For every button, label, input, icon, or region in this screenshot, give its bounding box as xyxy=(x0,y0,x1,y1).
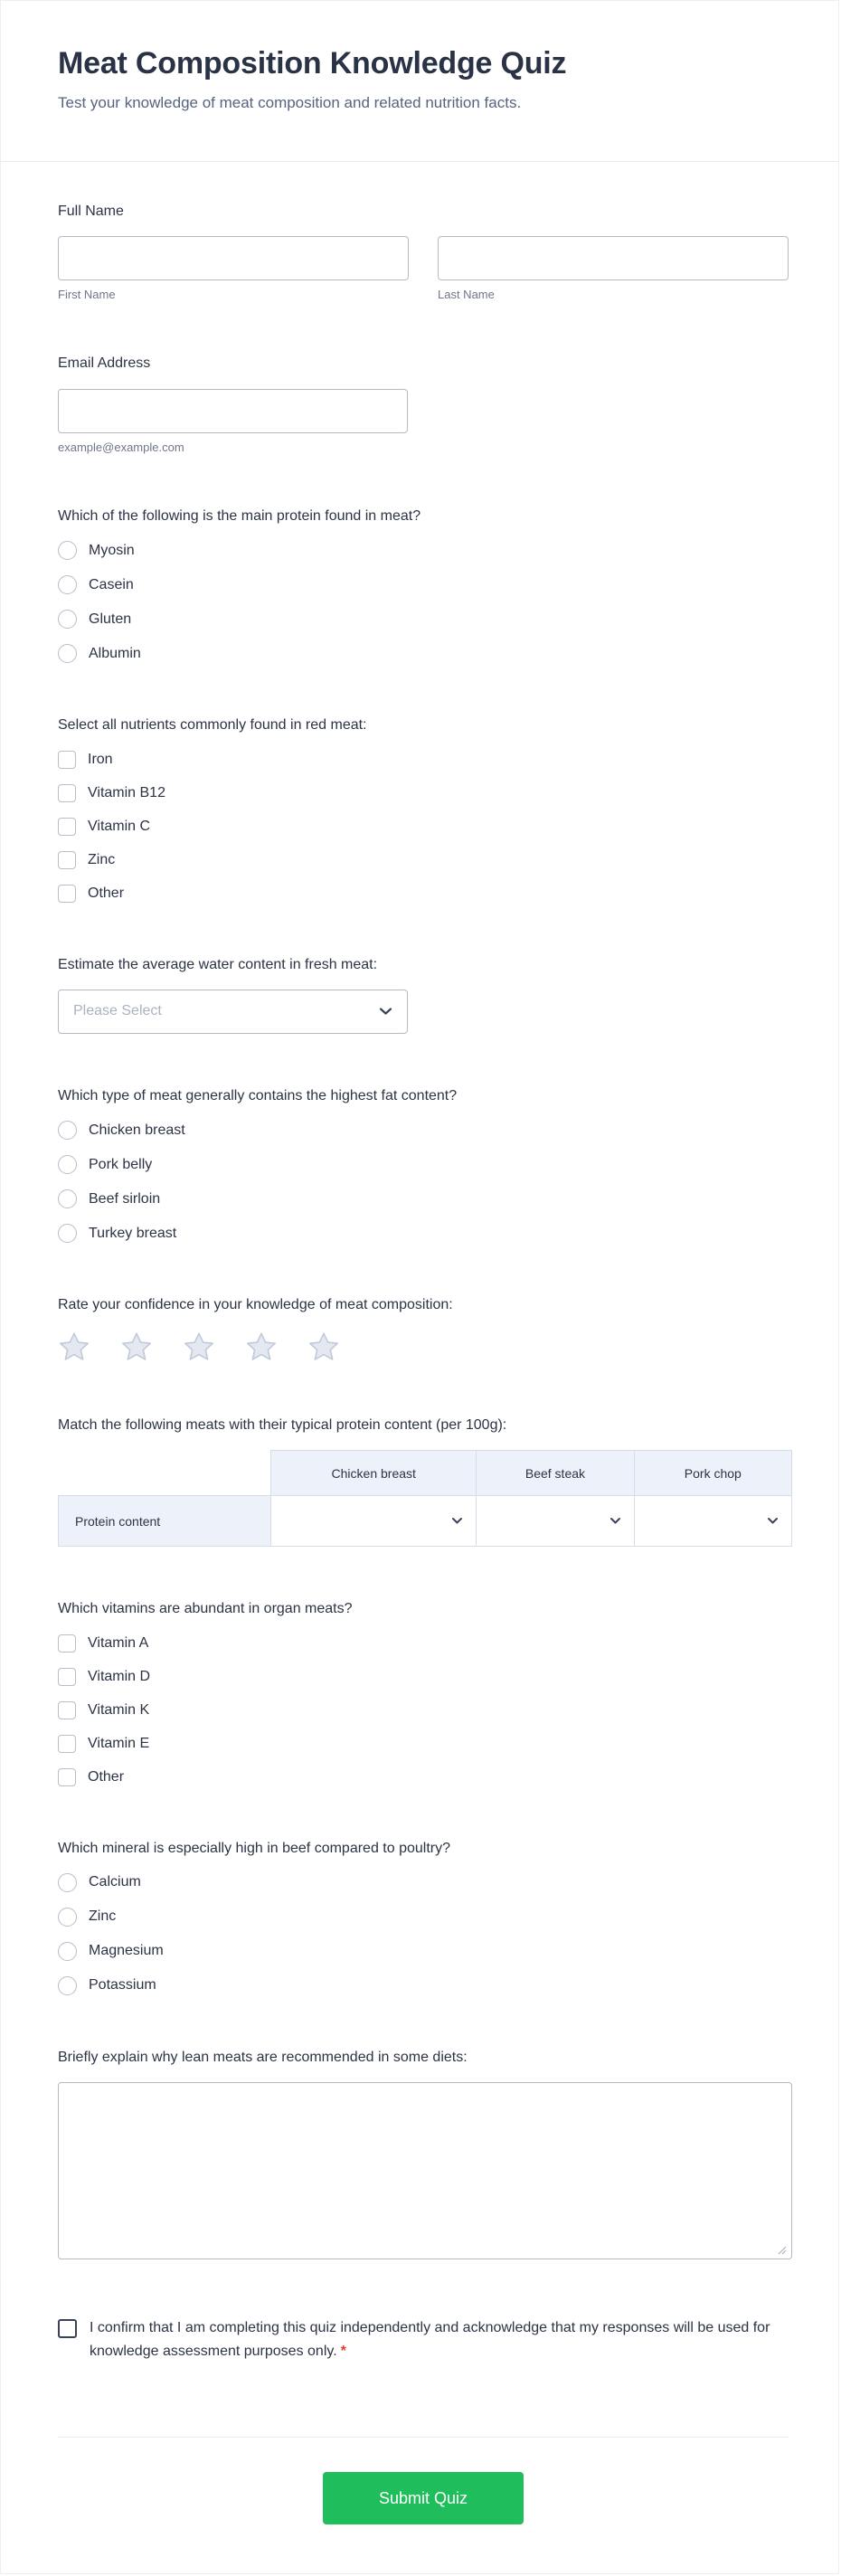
question-text: Match the following meats with their typical protein content (per 100g): xyxy=(58,1416,507,1433)
star-icon[interactable] xyxy=(245,1331,278,1363)
checkbox-icon[interactable] xyxy=(58,1768,76,1786)
matrix-column-header: Chicken breast xyxy=(271,1451,477,1496)
matrix-corner-cell xyxy=(59,1451,271,1496)
chevron-down-icon xyxy=(451,1517,463,1525)
page-title: Meat Composition Knowledge Quiz xyxy=(58,46,567,80)
option-label: Vitamin C xyxy=(88,818,151,834)
checkbox-option[interactable] xyxy=(58,1634,789,1653)
question-text: Briefly explain why lean meats are recommended in some diets: xyxy=(58,2049,468,2065)
question-text: Rate your confidence in your knowledge of meat composition: xyxy=(58,1297,453,1313)
option-label: Vitamin E xyxy=(88,1735,150,1751)
form-body xyxy=(1,162,838,2571)
question-confidence-rating xyxy=(58,1295,789,1362)
star-icon[interactable] xyxy=(183,1331,215,1363)
email-sublabel: example@example.com xyxy=(58,440,184,454)
checkbox-option[interactable] xyxy=(58,851,789,869)
option-label: Vitamin K xyxy=(88,1701,150,1718)
option-label: Calcium xyxy=(89,1874,141,1890)
first-name-input[interactable] xyxy=(58,236,409,280)
option-label: Zinc xyxy=(88,851,116,867)
consent-row[interactable] xyxy=(58,2316,789,2363)
radio-option[interactable] xyxy=(58,575,789,594)
explanation-textarea[interactable] xyxy=(58,2082,792,2259)
radio-option[interactable] xyxy=(58,1189,789,1208)
option-label: Beef sirloin xyxy=(89,1190,161,1207)
matrix-column-header: Beef steak xyxy=(477,1451,634,1496)
option-label: Other xyxy=(88,885,125,901)
question-organ-vitamins xyxy=(58,1599,789,1785)
radio-icon[interactable] xyxy=(58,1189,77,1208)
dropdown-placeholder: Please Select xyxy=(73,1003,162,1019)
checkbox-option[interactable] xyxy=(58,1668,789,1686)
matrix-table xyxy=(58,1450,792,1547)
radio-option[interactable] xyxy=(58,1121,789,1140)
last-name-sublabel: Last Name xyxy=(438,288,495,302)
field-full-name xyxy=(58,202,789,301)
radio-option[interactable] xyxy=(58,1908,789,1927)
checkbox-icon[interactable] xyxy=(58,1634,76,1653)
option-label: Iron xyxy=(88,751,113,767)
radio-icon[interactable] xyxy=(58,610,77,629)
full-name-label: Full Name xyxy=(58,204,124,219)
option-label: Magnesium xyxy=(89,1943,164,1959)
resize-handle-icon[interactable] xyxy=(778,2246,787,2255)
field-email xyxy=(58,354,789,453)
checkbox-icon[interactable] xyxy=(58,784,76,802)
question-water-content xyxy=(58,955,789,1034)
radio-icon[interactable] xyxy=(58,1942,77,1961)
checkbox-icon[interactable] xyxy=(58,885,76,903)
checkbox-icon[interactable] xyxy=(58,1668,76,1686)
question-text: Which vitamins are abundant in organ meats? xyxy=(58,1601,353,1617)
question-protein-match xyxy=(58,1416,789,1547)
radio-icon[interactable] xyxy=(58,644,77,663)
chevron-down-icon xyxy=(609,1517,621,1525)
matrix-column-header: Pork chop xyxy=(634,1451,791,1496)
chevron-down-icon xyxy=(767,1517,779,1525)
question-highest-fat xyxy=(58,1086,789,1243)
star-icon[interactable] xyxy=(120,1331,153,1363)
radio-icon[interactable] xyxy=(58,1121,77,1140)
checkbox-option[interactable] xyxy=(58,1768,789,1786)
option-label: Gluten xyxy=(89,611,132,627)
question-text: Which of the following is the main protein found in meat? xyxy=(58,507,421,524)
consent-label xyxy=(90,2316,789,2363)
question-text: Estimate the average water content in fresh meat: xyxy=(58,956,378,972)
required-asterisk: * xyxy=(340,2343,346,2359)
radio-option[interactable] xyxy=(58,541,789,560)
option-label: Pork belly xyxy=(89,1156,153,1172)
option-label: Vitamin B12 xyxy=(88,784,165,800)
checkbox-icon[interactable] xyxy=(58,851,76,869)
matrix-cell xyxy=(634,1496,791,1547)
water-content-dropdown[interactable] xyxy=(58,990,408,1034)
question-text: Which mineral is especially high in beef compared to poultry? xyxy=(58,1840,450,1856)
radio-icon[interactable] xyxy=(58,1155,77,1174)
star-rating[interactable] xyxy=(58,1331,789,1363)
checkbox-option[interactable] xyxy=(58,784,789,802)
checkbox-option[interactable] xyxy=(58,751,789,769)
checkbox-icon[interactable] xyxy=(58,818,76,836)
option-label: Turkey breast xyxy=(89,1225,177,1241)
matrix-dropdown-pork-chop[interactable] xyxy=(644,1496,779,1546)
checkbox-icon[interactable] xyxy=(58,1735,76,1753)
submit-quiz-button[interactable]: Submit Quiz xyxy=(323,2472,524,2524)
question-text: Which type of meat generally contains the highest fat content? xyxy=(58,1087,458,1103)
consent-label-text: I confirm that I am completing this quiz independently and acknowledge that my responses will be used for knowledge assessment purposes only. xyxy=(90,2320,770,2359)
matrix-dropdown-chicken-breast[interactable] xyxy=(280,1496,463,1546)
radio-option[interactable] xyxy=(58,1873,789,1892)
option-label: Other xyxy=(88,1768,125,1785)
email-input[interactable] xyxy=(58,389,408,433)
radio-icon[interactable] xyxy=(58,1908,77,1927)
option-label: Vitamin D xyxy=(88,1668,151,1684)
option-label: Casein xyxy=(89,576,134,592)
question-beef-mineral xyxy=(58,1839,789,1995)
star-icon[interactable] xyxy=(58,1331,90,1363)
radio-icon[interactable] xyxy=(58,1976,77,1995)
checkbox-option[interactable] xyxy=(58,885,789,903)
option-label: Zinc xyxy=(89,1908,117,1925)
matrix-dropdown-beef-steak[interactable] xyxy=(486,1496,620,1546)
radio-icon[interactable] xyxy=(58,1224,77,1243)
checkbox-option[interactable] xyxy=(58,1701,789,1719)
option-label: Vitamin A xyxy=(88,1634,149,1651)
matrix-cell xyxy=(271,1496,477,1547)
question-text: Select all nutrients commonly found in red meat: xyxy=(58,717,367,734)
option-label: Albumin xyxy=(89,645,141,661)
checkbox-icon[interactable] xyxy=(58,1701,76,1719)
star-icon[interactable] xyxy=(307,1331,340,1363)
form-footer xyxy=(58,2438,789,2571)
consent-checkbox[interactable] xyxy=(58,2319,77,2338)
matrix-row-label: Protein content xyxy=(59,1496,271,1547)
matrix-row xyxy=(59,1496,792,1547)
checkbox-option[interactable] xyxy=(58,1735,789,1753)
radio-option[interactable] xyxy=(58,1976,789,1995)
radio-icon[interactable] xyxy=(58,1873,77,1892)
first-name-sublabel: First Name xyxy=(58,288,116,302)
matrix-cell xyxy=(477,1496,634,1547)
radio-option[interactable] xyxy=(58,1942,789,1961)
last-name-input[interactable] xyxy=(438,236,789,280)
checkbox-option[interactable] xyxy=(58,818,789,836)
chevron-down-icon xyxy=(379,1007,392,1016)
radio-icon[interactable] xyxy=(58,541,77,560)
page-subtitle: Test your knowledge of meat composition and related nutrition facts. xyxy=(58,94,522,111)
email-label: Email Address xyxy=(58,355,151,372)
form-header xyxy=(1,1,838,162)
question-red-meat-nutrients xyxy=(58,715,789,902)
checkbox-icon[interactable] xyxy=(58,751,76,769)
option-label: Chicken breast xyxy=(89,1122,185,1138)
option-label: Potassium xyxy=(89,1977,156,1994)
question-main-protein xyxy=(58,507,789,663)
option-label: Myosin xyxy=(89,542,135,558)
question-lean-meats-explain xyxy=(58,2048,789,2264)
radio-option[interactable] xyxy=(58,644,789,663)
radio-option[interactable] xyxy=(58,1155,789,1174)
radio-icon[interactable] xyxy=(58,575,77,594)
radio-option[interactable] xyxy=(58,610,789,629)
radio-option[interactable] xyxy=(58,1224,789,1243)
